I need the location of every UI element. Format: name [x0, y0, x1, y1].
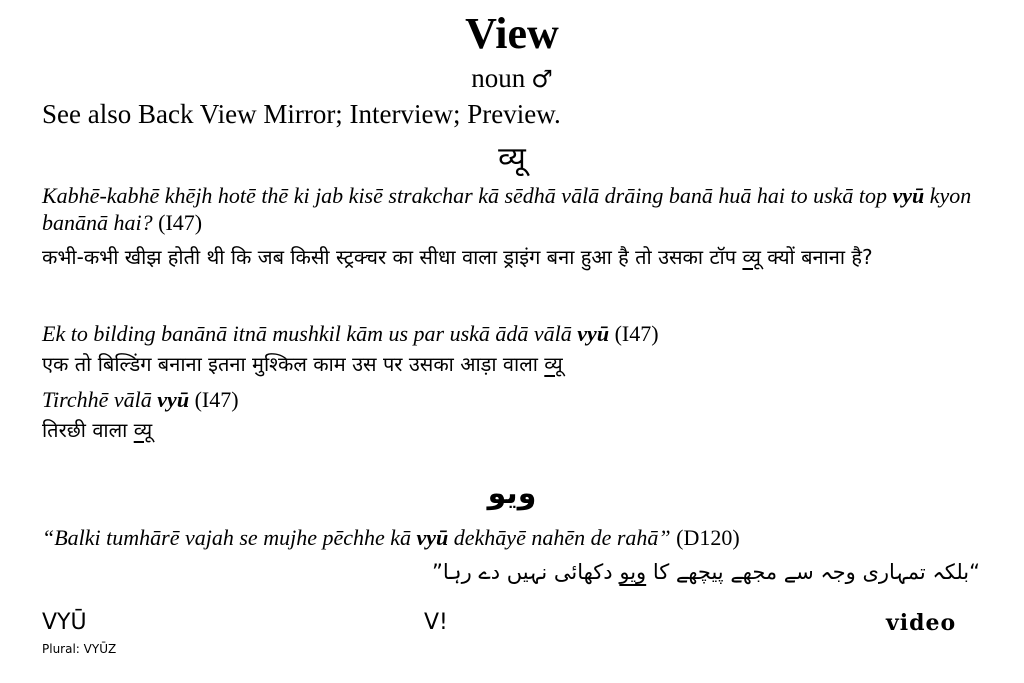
source-ref: (I47) [614, 321, 659, 346]
see-also: See also Back View Mirror; Interview; Preview. [42, 99, 561, 129]
example-3-devanagari [42, 413, 1002, 447]
devanagari-text: एक तो बिल्डिंग बनाना इतना मुश्किल काम उस पर उसका आड़ा वाला [42, 352, 545, 376]
urdu-text: دکھائی نہیں دے رہا” [432, 560, 620, 584]
devanagari-text: क्यों बनाना है? [760, 245, 873, 269]
example-2 [42, 320, 1002, 381]
translit-text: Ek to bilding banānā itnā mushkil kām us par uskā ādā vālā [42, 321, 578, 346]
urdu-heading: ویو [487, 476, 537, 511]
source-ref: (D120) [676, 525, 740, 550]
devanagari-text: तिरछी वाला [42, 418, 134, 442]
keyword-underlined: ویو [619, 560, 647, 584]
source-ref: (I47) [158, 210, 203, 235]
source-ref: (I47) [194, 387, 239, 412]
keyword-underlined: व्यू [133, 418, 153, 442]
part-of-speech-line [0, 62, 1024, 95]
keyword: vyū [892, 183, 925, 208]
example-2-transliteration [42, 320, 1002, 347]
example-1-devanagari [42, 236, 1002, 278]
male-gender-icon: ♂ [531, 65, 553, 93]
urdu-text: “بلکہ تمہاری وجہ سے مجھے پیچھے کا [646, 560, 980, 584]
roman-caps-form: VYŪ [42, 610, 87, 635]
keyword-underlined: व्यू [544, 352, 563, 376]
translit-text: Kabhē-kabhē khējh hotē thē ki jab kisē strakchar kā sēdhā vālā drāing banā huā hai to uskā top [42, 183, 893, 208]
exclaim-form: V! [424, 610, 448, 635]
devanagari-text: कभी-कभी खीझ होती थी कि जब किसी स्ट्रक्चर का सीधा वाला ड्राइंग बना हुआ है तो उसका टॉप [42, 245, 743, 269]
keyword-underlined: व्यू [742, 245, 761, 269]
example-1-transliteration [42, 182, 1002, 236]
devanagari-heading: व्यू [498, 141, 526, 176]
keyword: vyū [416, 525, 449, 550]
urdu-example-transliteration [42, 524, 1002, 551]
example-3 [42, 386, 1002, 447]
keyword: vyū [157, 387, 190, 412]
translit-text: Tirchhē vālā [42, 387, 158, 412]
plural-form: Plural: VYŪZ [42, 642, 117, 656]
translit-text: “Balki tumhārē vajah se mujhe pēchhe kā [42, 525, 417, 550]
translit-text: dekhāyē nahēn de rahā” [448, 525, 671, 550]
example-1 [42, 182, 1002, 278]
example-2-devanagari [42, 347, 1002, 381]
translit-text: kyon banānā hai? [42, 183, 972, 235]
part-of-speech: noun [471, 63, 526, 93]
keyword: vyū [577, 321, 610, 346]
urdu-example-script [80, 560, 980, 584]
headword: View [465, 9, 559, 58]
example-3-transliteration [42, 386, 1002, 413]
blackletter-form: video [886, 610, 957, 636]
